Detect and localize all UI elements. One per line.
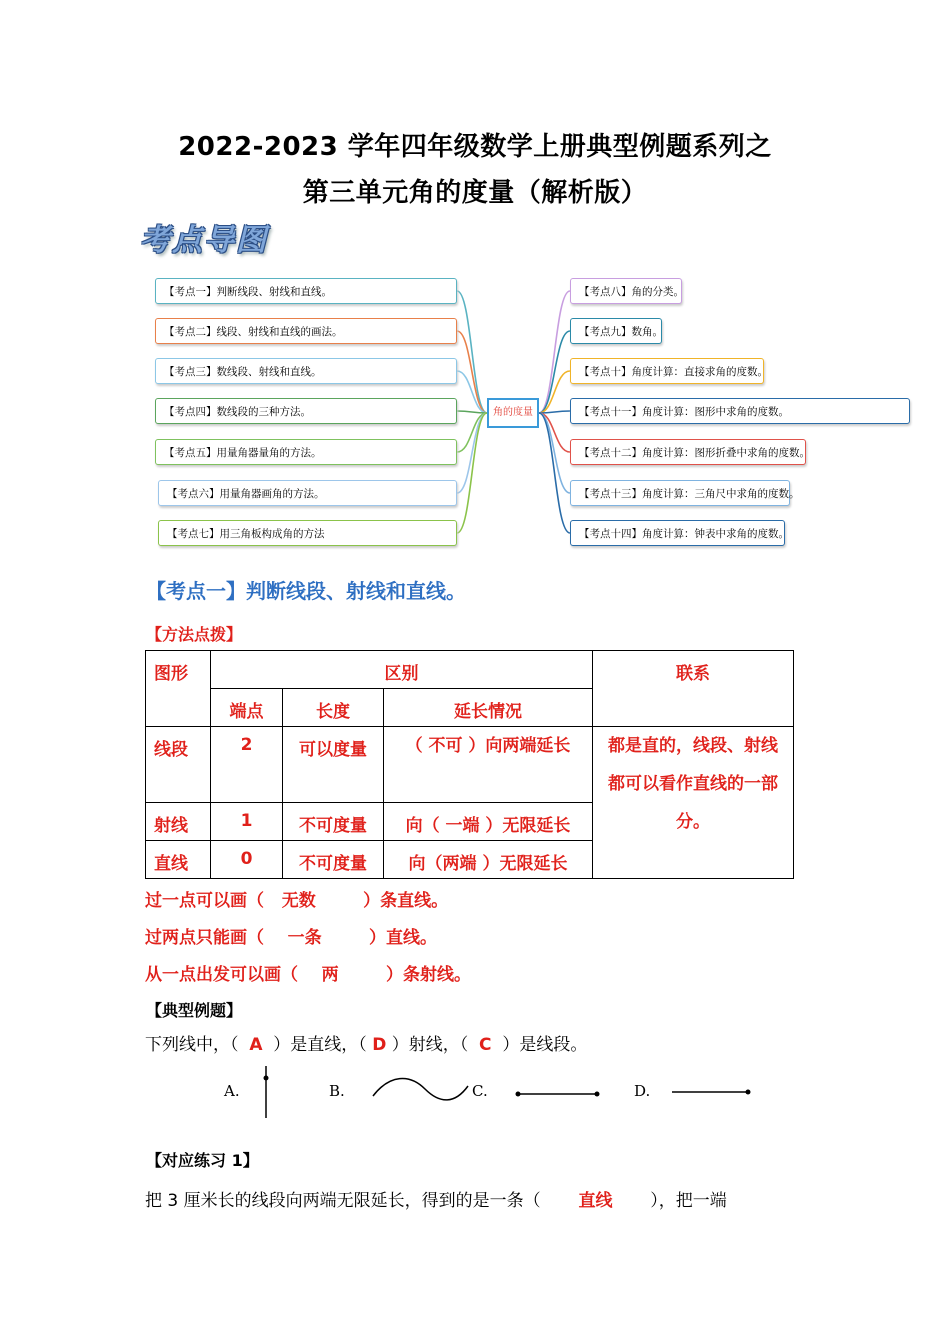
answer-d: D — [372, 1035, 387, 1055]
mindmap-connector — [457, 413, 487, 493]
mindmap-node-left: 【考点三】数线段、射线和直线。 — [155, 358, 457, 384]
practice-text: ），把一端 — [612, 1191, 727, 1211]
mindmap-node-left: 【考点一】判断线段、射线和直线。 — [155, 278, 457, 304]
mindmap-node-right: 【考点十】角度计算：直接求角的度数。 — [570, 358, 764, 384]
header-shape: 图形 — [146, 651, 211, 727]
figure-c-segment — [516, 1092, 600, 1097]
mindmap-node-right: 【考点八】角的分类。 — [570, 278, 682, 304]
row-shape: 线段 — [146, 727, 211, 803]
figure-a-vertical-line — [264, 1066, 269, 1118]
mindmap-node-right: 【考点十四】角度计算：钟表中求角的度数。 — [570, 520, 785, 546]
row-shape: 直线 — [146, 841, 211, 879]
practice-text: 把 3 厘米长的线段向两端无限延长，得到的是一条（ — [145, 1191, 579, 1211]
mindmap-node-left: 【考点五】用量角器量角的方法。 — [155, 439, 457, 465]
mindmap-node-right: 【考点十二】角度计算：图形折叠中求角的度数。 — [570, 439, 806, 465]
figure-label-d: D. — [634, 1082, 651, 1100]
row-length: 不可度量 — [283, 803, 384, 841]
document-title-line2: 第三单元角的度量（解析版） — [302, 178, 648, 208]
row-endpoint: 1 — [211, 803, 283, 841]
example-text: ）是直线，（ — [262, 1035, 373, 1055]
practice-question — [145, 1186, 727, 1211]
header-extend: 延长情况 — [384, 689, 593, 727]
example-text: 下列线中，（ — [145, 1035, 250, 1055]
fill-line: 从一点出发可以画（ 两 ）条射线。 — [145, 965, 472, 985]
mindmap-node-right: 【考点十三】角度计算：三角尺中求角的度数。 — [570, 480, 790, 506]
row-extend: （ 不可 ）向两端延长 — [384, 727, 593, 803]
relation-cell: 都是直的，线段、射线都可以看作直线的一部分。 — [593, 727, 794, 879]
row-extend: 向（ 一端 ）无限延长 — [384, 803, 593, 841]
header-endpoint: 端点 — [211, 689, 283, 727]
figure-d-ray — [672, 1090, 751, 1095]
figure-b-curve — [373, 1079, 468, 1100]
mindmap-connector — [457, 291, 487, 413]
fill-line: 过一点可以画（ 无数 ）条直线。 — [145, 891, 449, 911]
figure-label-b: B. — [329, 1082, 345, 1100]
figure-label-a: A. — [224, 1082, 240, 1100]
mindmap-connector — [539, 371, 570, 413]
row-shape: 射线 — [146, 803, 211, 841]
practice-answer: 直线 — [578, 1191, 613, 1211]
header-difference: 区别 — [211, 651, 593, 689]
row-endpoint: 2 — [211, 727, 283, 803]
row-length: 可以度量 — [283, 727, 384, 803]
row-length: 不可度量 — [283, 841, 384, 879]
mindmap-node-right: 【考点十一】角度计算：图形中求角的度数。 — [570, 398, 910, 424]
mindmap-banner: 考点导图 — [140, 223, 268, 258]
example-text: ）射线，（ — [386, 1035, 480, 1055]
mindmap-connector — [457, 371, 487, 413]
mindmap-node-left: 【考点四】数线段的三种方法。 — [155, 398, 457, 424]
document-title-line1: 2022-2023 学年四年级数学上册典型例题系列之 — [178, 132, 772, 162]
fill-line: 过两点只能画（ 一条 ）直线。 — [145, 928, 438, 948]
mindmap-node-left: 【考点二】线段、射线和直线的画法。 — [155, 318, 457, 344]
figure-label-c: C. — [472, 1082, 488, 1100]
comparison-table — [145, 650, 794, 879]
mindmap-node-right: 【考点九】数角。 — [570, 318, 662, 344]
row-extend: 向（两端 ）无限延长 — [384, 841, 593, 879]
practice-heading: 【对应练习 1】 — [146, 1151, 259, 1170]
method-heading: 【方法点拨】 — [146, 625, 243, 644]
answer-c: C — [479, 1035, 492, 1055]
mindmap-center-node: 角的度量 — [487, 398, 539, 428]
example-text: ）是线段。 — [491, 1035, 588, 1055]
header-length: 长度 — [283, 689, 384, 727]
header-relation: 联系 — [593, 651, 794, 727]
section-heading: 【考点一】判断线段、射线和直线。 — [146, 579, 466, 603]
mindmap-node-left: 【考点六】用量角器画角的方法。 — [158, 480, 457, 506]
mindmap-node-left: 【考点七】用三角板构成角的方法 — [158, 520, 457, 546]
example-heading: 【典型例题】 — [146, 1001, 243, 1020]
example-question — [145, 1030, 587, 1055]
mindmap-connector — [539, 413, 570, 493]
line-figures — [250, 1064, 770, 1124]
row-endpoint: 0 — [211, 841, 283, 879]
mindmap-connector — [539, 291, 570, 413]
answer-a: A — [249, 1035, 263, 1055]
